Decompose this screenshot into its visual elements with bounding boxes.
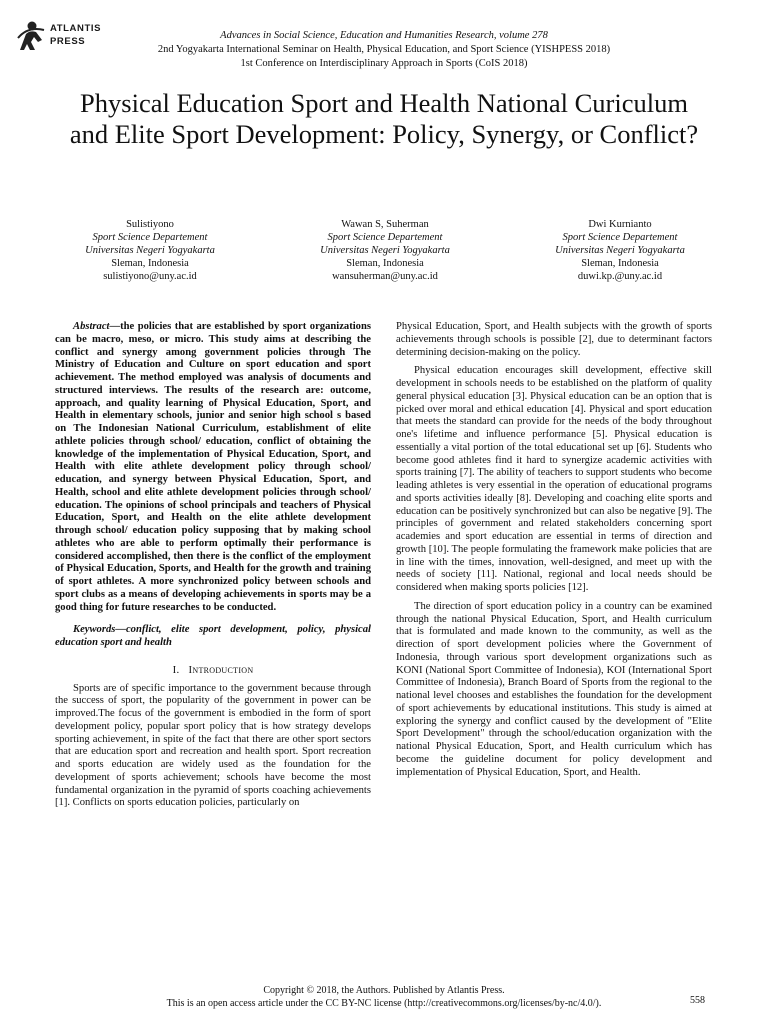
body-paragraph: Physical Education, Sport, and Health subjects with the growth of sports achievements through schools is possible [2], due to determinant factors determining decision-making on the policy. (396, 321, 712, 358)
keywords: Keywords—conflict, elite sport development, policy, physical education sport and health (55, 624, 371, 648)
author-dept: Sport Science Departement (327, 231, 443, 243)
author-block-3 (510, 219, 730, 284)
section-number: I. (172, 663, 180, 676)
logo-line-1: ATLANTIS (50, 23, 102, 34)
author-email: sulistiyono@uny.ac.id (103, 270, 197, 282)
author-city: Sleman, Indonesia (346, 257, 424, 269)
series-text: Advances in Social Science, Education and Humanities Research, volume 278 (220, 30, 548, 41)
author-email: duwi.kp.@uny.ac.id (577, 270, 663, 282)
conference-line-1: 2nd Yogyakarta International Seminar on Health, Physical Education, and Sport Science (YISHPESS 2018) (157, 44, 611, 55)
body-paragraph: Physical education encourages skill development, effective skill development in schools needs to be established on the platform of quality general physical education [3]. Physical education can be an option that is picked over moral and ethical education [4]. Physical and sport education that meets the standard can provide for the needs of the body throughout one's lifetime and influence performance [5]. Physical education is essentially a vital portion of the total educational set up [6]. Students who become good athletes find it hard to synergize academic activities with sports training [7]. The ability of teachers to support students who become leading athletes is very essential in the operation of educational programs and sports activities ideally [8]. Developing and coaching elite sports and education can be positively synchronized but can also be negative [9]. The principles of government and related stakeholders concerning sport academies and sport education are essential in terms of direction and growth [10]. The people formulating the framework make policies that are in line with the times, innovation, well-designed, and meet up with the needs of society [11]. National, regional and local needs should be considered when making sports policies [12]. (396, 365, 712, 593)
author-city: Sleman, Indonesia (581, 257, 659, 269)
section-title: Introduction (188, 663, 254, 676)
abstract-text: —the policies that are established by sport organizations can be macro, meso, or micro. This study aims at describing the conflict and synergy among government policies through The Ministry of Education and Culture on sport education and sport achievement. The method employed was analysis of documents and structured interviews. The results of the research are: outcome, approach, and quality learning of Physical Education, Sport, and Health in elementary schools, junior and senior high school s based on The Indonesian National Curriculum, establishment of elite athlete policies through school/ education, conflict of obtaining the knowledge of the implementation of Physical Education, Sport, and Health with elite athlete development policy through school/ education, and synergy between Physical Education, Sport, and Health, school and elite athlete development policies through school/ education. The opinions of school principals and teachers of Physical Education, Sport, and Health on the elite athlete development through school/ education policy supposing that by making school athletes who are able to perform optimally their performance is considered accomplished, then there is the conflict of the employment of Physical Education, Sports, and Health for the growth and training of sport athletes. A more synchronized policy between schools and sport clubs as a means of developing achievements in sports may be a good thing for future researches to be conducted. (55, 321, 371, 613)
author-city: Sleman, Indonesia (111, 257, 189, 269)
body-paragraph: The direction of sport education policy in a country can be examined through the national Physical Education, Sport, and Health curriculum that is formulated and made known to the community, as well as the direction of sport development policies where the Government of Indonesia, through various sport development organizations such as KONI (National Sport Committee of Indonesia), KOI (International Sport Committee of Indonesia), Branch Board of Sports from the regional to the national level chooses and establishes the foundation for the development of sport achievements by educational institutions. This study is aimed at exploring the synergy and conflict caused by the development of "Elite Sport Development" through the school/education organization with the national Physical Education, Sport, and Health curriculum which has become the guideline document for policy development and implementation of Physical Education, Sport, and Health. (396, 600, 712, 778)
author-name: Sulistiyono (126, 219, 174, 230)
footer (0, 984, 768, 1010)
copyright-line: Copyright © 2018, the Authors. Published by Atlantis Press. (263, 985, 505, 996)
paper-title: Physical Education Sport and Health National Curiculum and Elite Sport Development: Policy, Synergy, or Conflict? (69, 88, 699, 149)
page-number: 558 (690, 995, 705, 1006)
series-line (0, 29, 768, 43)
author-dept: Sport Science Departement (92, 231, 208, 243)
logo-line-2: PRESS (50, 36, 86, 47)
abstract (55, 321, 371, 614)
author-univ: Universitas Negeri Yogyakarta (555, 244, 685, 256)
conference-line-2: 1st Conference on Interdisciplinary Approach in Sports (CoIS 2018) (240, 58, 528, 69)
author-univ: Universitas Negeri Yogyakarta (85, 244, 215, 256)
author-name: Wawan S, Suherman (341, 219, 429, 230)
author-dept: Sport Science Departement (562, 231, 678, 243)
author-email: wansuherman@uny.ac.id (332, 270, 438, 282)
left-column (55, 321, 371, 816)
abstract-lead: Abstract (73, 321, 110, 332)
author-block-2 (275, 219, 495, 284)
right-column (396, 321, 712, 785)
author-block-1 (40, 219, 260, 284)
author-name: Dwi Kurnianto (588, 219, 652, 230)
section-heading (55, 664, 371, 677)
license-line: This is an open access article under the CC BY-NC license (http://creativecommons.org/licenses/by-nc/4.0/). (166, 998, 602, 1009)
intro-paragraph: Sports are of specific importance to the government because through the success of sport, the popularity of the government in power can be improved.The focus of the government is embodied in the form of sport development policy, popular sport policy that is how strategy develops sporting achievement, in spite of the fact that there are other sport sectors that are education sport and recreation and health sport. Sport recreation and sports education are widely used as the foundation for the development of sports achievement; schools have become the most fundamental organization in the pyramid of sports coaching achievements [1]. Conflicts on sports education policies, particularly on (55, 682, 371, 809)
author-univ: Universitas Negeri Yogyakarta (320, 244, 450, 256)
